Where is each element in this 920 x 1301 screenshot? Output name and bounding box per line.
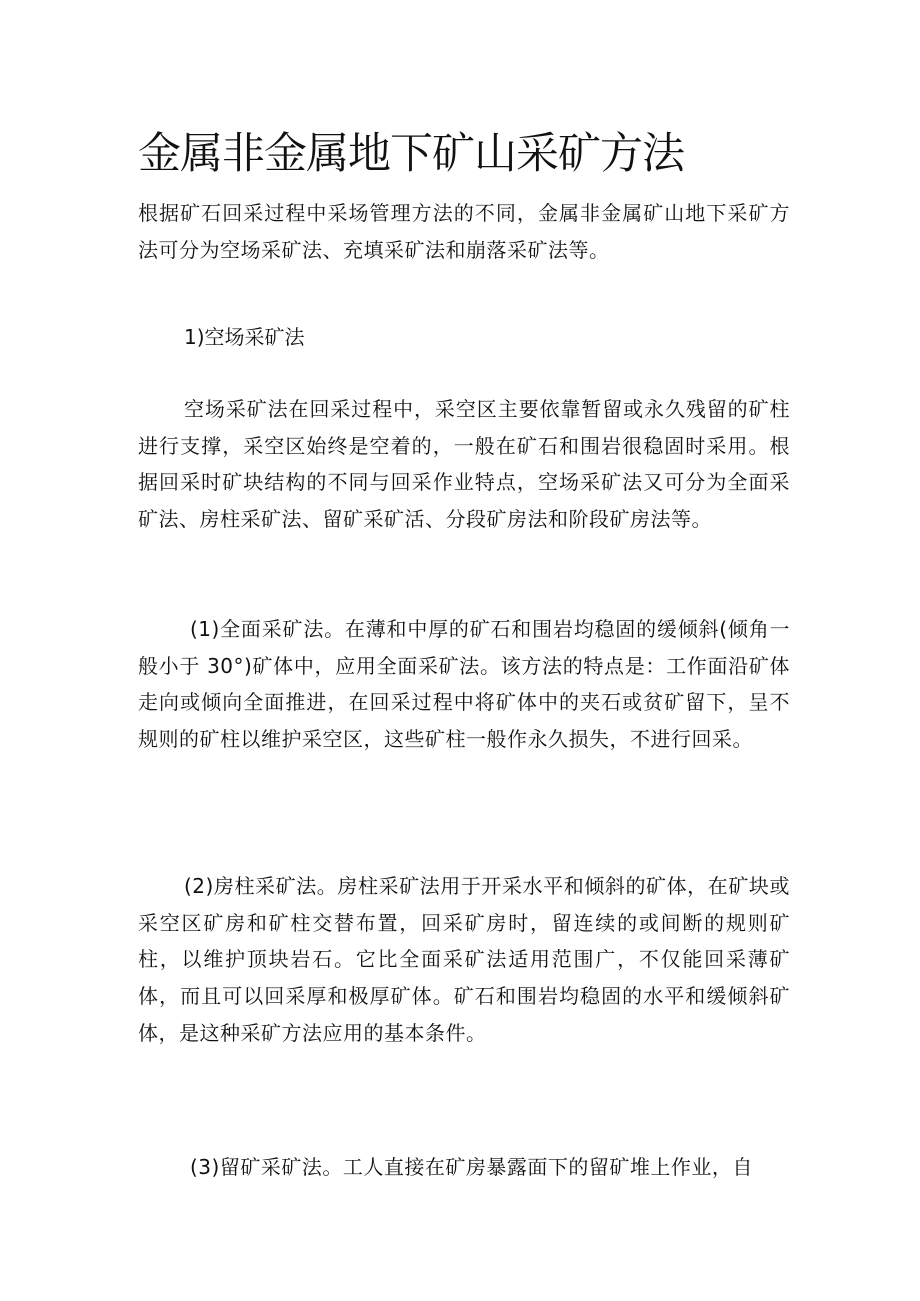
- full-face-method-paragraph: (1)全面采矿法。在薄和中厚的矿石和围岩均稳固的缓倾斜(倾角一般小于 30°)矿体中，应用全面采矿法。该方法的特点是：工作面沿矿体走向或倾向全面推进，在回采过程中将矿体中的夹石或贫矿留下，呈不规则的矿柱以维护采空区，这些矿柱一般作永久损失，不进行回采。: [138, 617, 790, 752]
- intro-paragraph: 根据矿石回采过程中采场管理方法的不同，金属非金属矿山地下采矿方法可分为空场采矿法、充填采矿法和崩落采矿法等。: [138, 201, 790, 262]
- open-stope-paragraph: 空场采矿法在回采过程中，采空区主要依靠暂留或永久残留的矿柱进行支撑，采空区始终是空着的，一般在矿石和围岩很稳固时采用。根据回采时矿块结构的不同与回采作业特点，空场采矿法又可分为全面采矿法、房柱采矿法、留矿采矿活、分段矿房法和阶段矿房法等。: [138, 397, 790, 532]
- shrinkage-method-paragraph: (3)留矿采矿法。工人直接在矿房暴露面下的留矿堆上作业，自: [190, 1155, 753, 1179]
- section-heading-open-stope: 1)空场采矿法: [184, 325, 305, 349]
- room-pillar-method-paragraph: (2)房柱采矿法。房柱采矿法用于开采水平和倾斜的矿体，在矿块或采空区矿房和矿柱交替布置，回采矿房时，留连续的或间断的规则矿柱，以维护顶块岩石。它比全面采矿法适用范围广，不仅能回采薄矿体，而且可以回采厚和极厚矿体。矿石和围岩均稳固的水平和缓倾斜矿体，是这种采矿方法应用的基本条件。: [138, 874, 790, 1045]
- document-title: 金属非金属地下矿山采矿方法: [138, 129, 684, 179]
